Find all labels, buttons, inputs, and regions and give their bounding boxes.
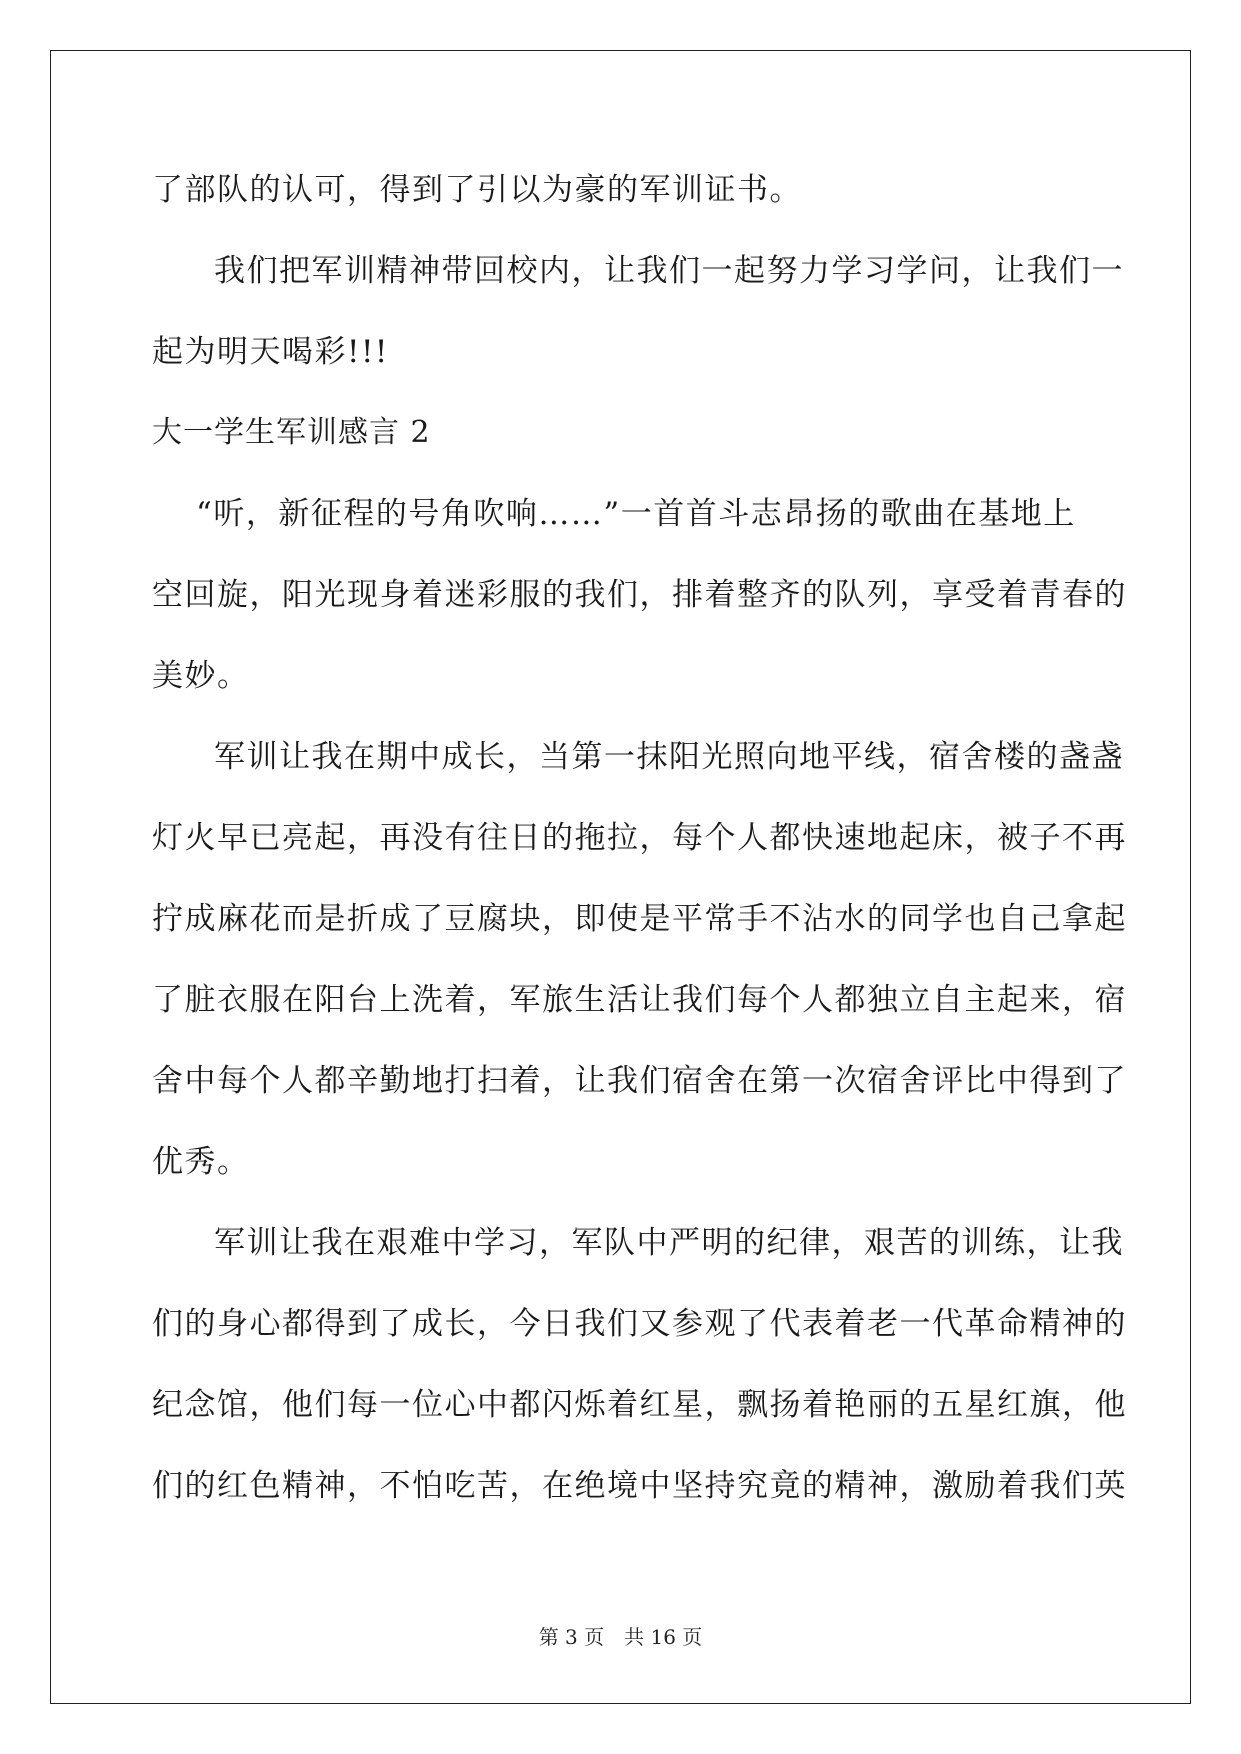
text-line: 起为明天喝彩!!!	[152, 334, 389, 370]
page-number: 第 3 页 共 16 页	[538, 1625, 703, 1649]
text-line: 们的身心都得到了成长，今日我们又参观了代表着老一代革命精神的	[152, 1306, 1127, 1342]
text-line: 灯火早已亮起，再没有往日的拖拉，每个人都快速地起床，被子不再	[152, 820, 1127, 856]
text-line: 美妙。	[152, 658, 250, 694]
text-line: 拧成麻花而是折成了豆腐块，即使是平常手不沾水的同学也自己拿起	[152, 901, 1127, 937]
text-line: 优秀。	[152, 1144, 250, 1180]
paragraph-start-line: “听，新征程的号角吹响……”一首首斗志昂扬的歌曲在基地上	[196, 496, 1076, 532]
paragraph-start-line: 军训让我在艰难中学习，军队中严明的纪律，艰苦的训练，让我	[214, 1225, 1124, 1261]
text-line: 们的红色精神，不怕吃苦，在绝境中坚持究竟的精神，激励着我们英	[152, 1468, 1127, 1504]
paragraph-start-line: 军训让我在期中成长，当第一抹阳光照向地平线，宿舍楼的盏盏	[214, 739, 1124, 775]
text-line: 了部队的认可，得到了引以为豪的军训证书。	[152, 172, 802, 208]
text-line: 空回旋，阳光现身着迷彩服的我们，排着整齐的队列，享受着青春的	[152, 577, 1127, 613]
text-line: 纪念馆，他们每一位心中都闪烁着红星，飘扬着艳丽的五星红旗，他	[152, 1387, 1127, 1423]
paragraph-start-line: 我们把军训精神带回校内，让我们一起努力学习学问，让我们一	[214, 253, 1124, 289]
text-line: 了脏衣服在阳台上洗着，军旅生活让我们每个人都独立自主起来，宿	[152, 982, 1127, 1018]
document-body	[152, 162, 1127, 1539]
text-line: 舍中每个人都辛勤地打扫着，让我们宿舍在第一次宿舍评比中得到了	[152, 1063, 1127, 1099]
section-heading: 大一学生军训感言 2	[152, 415, 431, 450]
